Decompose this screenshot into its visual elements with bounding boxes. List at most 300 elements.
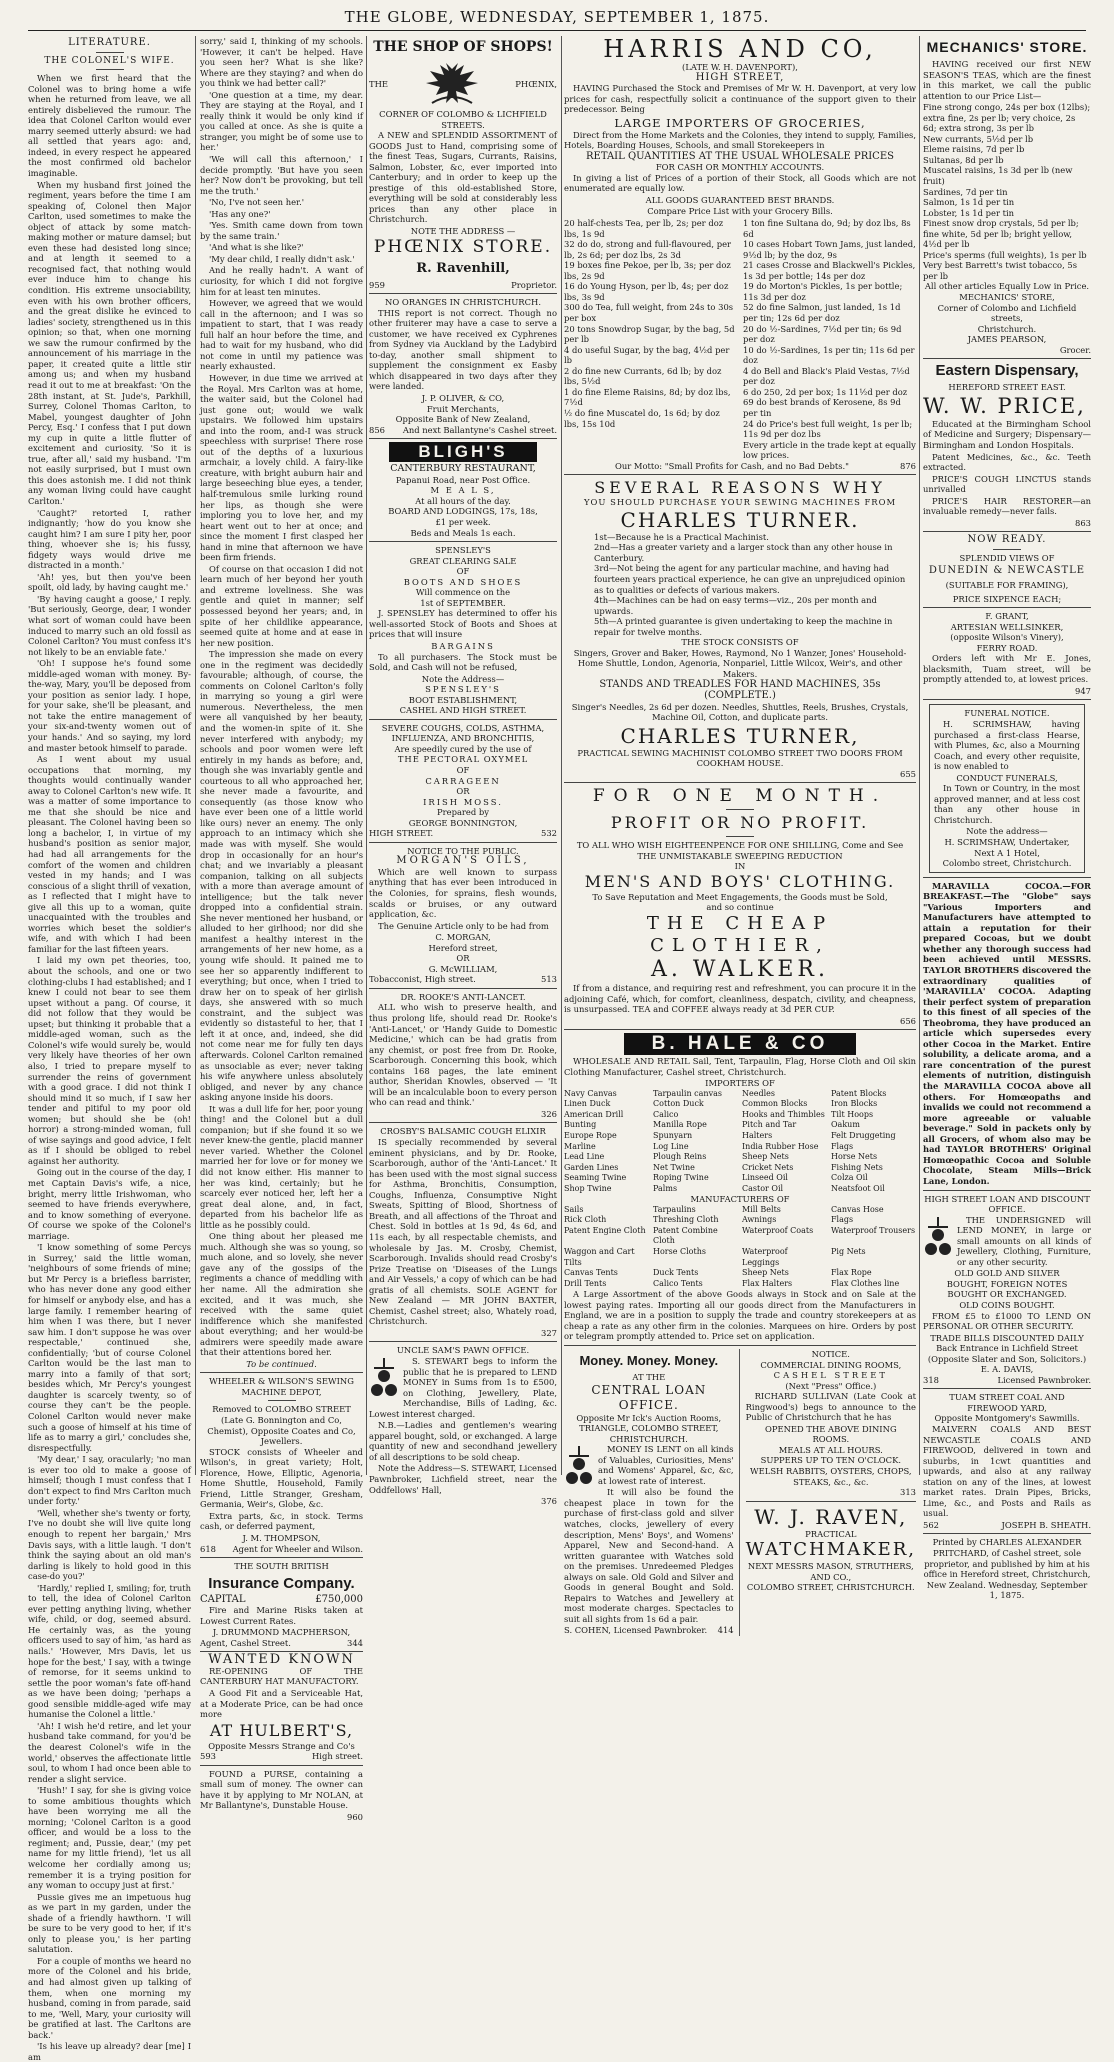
ad-dining-rooms xyxy=(746,1349,916,1498)
list-item: Lead Line xyxy=(564,1152,605,1162)
ad-headline: CENTRAL LOAN OFFICE. xyxy=(591,1382,707,1412)
ad-line: BOOTS AND SHOES xyxy=(403,576,523,587)
story-paragraph: 'One question at a time, my dear. They are staying at the Royal, and I really think it would be only kind if you called at once. As she is quite a stranger, you might be of some use to her.' xyxy=(200,89,363,153)
ad-wheeler-wilson xyxy=(200,1376,363,1554)
list-item: Seaming Twine xyxy=(564,1173,627,1183)
ad-body: S. STEWART begs to inform the public that he is prepared to LEND MONEY in Sums from 1s to £500, on Clothing, Jewellery, Plate, Merchandise, Bills of Lading, &c. Lowest interest charged. xyxy=(369,1355,557,1419)
ad-signature: J. M. THOMPSON, xyxy=(242,1533,321,1544)
ad-body: PRICE'S HAIR RESTORER—an invaluable remedy—never fails. xyxy=(923,495,1091,517)
price-item: 16 do Young Hyson, per lb, 4s; per doz lbs, 3s 9d xyxy=(564,281,729,302)
column-rule xyxy=(919,36,920,1475)
divider xyxy=(923,877,1091,878)
ad-line: Licensed Pawnbroker. xyxy=(997,1374,1091,1385)
ad-pawn-office xyxy=(369,1345,557,1506)
list-item: Felt Druggeting xyxy=(831,1131,896,1141)
story-paragraph: 'Oh! I suppose he's found some middle-aged woman with money. By-the-way, Mary, you'll be deposed from your position as senior lady. I hope, for your sake, she'll be pleasant, and not take the entire management of your six-and-twenty women out of your hands.' And so saying, my lord and master betook himself to parade. xyxy=(28,658,191,753)
ad-body: Direct from the Home Markets and the Colonies, they intend to supply, Families, Hotels, Boarding Houses, Schools, and small Storekeepers in xyxy=(564,129,916,151)
divider xyxy=(200,1765,363,1766)
price-item: 300 do Tea, full weight, from 24s to 30s per box xyxy=(564,302,734,324)
ad-body: Which are well known to surpass anything that has ever been introduced in the Colonies, for sprains, flesh wounds, scalds or bruises, or any outward application, &c. xyxy=(369,866,557,920)
reason-item: 5th—A printed guarantee is given undertaking to keep the machine in repair for twelve months. xyxy=(594,616,893,637)
ad-body: WHOLESALE AND RETAIL Sail, Tent, Tarpaulin, Flag, Horse Cloth and Oil skin Clothing Manufacturer, Cashel street, Christchurch. xyxy=(564,1056,916,1077)
story-paragraph: However, in due time we arrived at the Royal. Mrs Carlton was at home, the waiter said, but the Colonel had just gone out; would we walk upstairs. We followed him upstairs and into the room, and-I was struck speechless with surprise! There rose out of the depths of a luxurious armchair, a lovely child. A fairy-like creature, with bright auburn hair and large beseeching blue eyes, a tender, half-tremulous smile lurking round her lips, as though she were imploring you to love her, and my heart went out to her at once; and since the moment I first clasped her hand in mine that afternoon we have been firm friends. xyxy=(200,372,363,563)
price-item: 32 do do, strong and full-flavoured, per lb, 2s 6d; per doz lbs, 2s 3d xyxy=(564,239,732,260)
manufacturers-list xyxy=(564,1205,916,1289)
ad-line: (Late G. Bonnington and Co, Chemist), Opposite Coates and Co, Jewellers. xyxy=(207,1415,356,1447)
price-item: Salmon, 1s 1d per tin xyxy=(923,197,1015,208)
ad-line: Christchurch. xyxy=(977,323,1037,334)
ad-line: MECHANICS' STORE, xyxy=(959,292,1055,303)
story-paragraph: One thing about her pleased me much. Although she was so young, so much alone, and so lovely, she never gave any of the gossips of the regiments a chance of meddling with her name. All the admiration she excited, and it was much, she received with the same quiet indifference which she manifested about everything; and her would-be admirers were speedily made aware that their attentions bored her. xyxy=(200,1231,363,1358)
column-literature xyxy=(28,36,191,2062)
story-paragraph: Going out in the course of the day, I met Captain Davis's wife, a nice, bright, merry little Irishwoman, who seemed to have friends everywhere, and to know something of everyone. Of course we spoke of the Colonel's marriage. xyxy=(28,1167,191,1241)
story-paragraph: However, we agreed that we would call in the afternoon; and I was so impatient to start, that I was ready full half an hour before the time, and had to wait for my husband, who did not come in until my patience was nearly exhausted. xyxy=(200,298,363,372)
ad-walker xyxy=(564,786,916,1026)
ad-line: BOARD AND LODGINGS, 17s, 18s, xyxy=(388,506,538,517)
ad-signature: S. COHEN, Licensed Pawnbroker. xyxy=(564,1625,708,1636)
price-item: New currants, 5½d per lb xyxy=(923,133,1034,144)
ad-signature: G. McWILLIAM, xyxy=(428,963,498,974)
list-item: Colza Oil xyxy=(831,1173,868,1183)
column-ads-wide xyxy=(564,35,916,1636)
ad-line: Opposite Mr Ick's Auction Rooms, xyxy=(576,1412,722,1423)
list-item: Mill Belts xyxy=(742,1204,781,1214)
story-paragraph: 'I know something of some Percys in Surrey,' said the little woman, 'neighbours of some friends of mine; but Mr Percy is a briefless barrister, who has never done any good either for himself or anybody else, and has a large family. I remember hearing of him when I was there, but I never saw him. I don't suppose he was over respectable,' continued she, confidentially; 'but of course Colonel Carlton would be the last man to marry into a family of that sort; besides which, Mr Percy's youngest daughter is scarcely twenty, so of course they can't be the people. Colonel Carlton would never make such a goose of himself at his time of life as to marry a girl,' concludes she, disrespectfully. xyxy=(28,1242,191,1453)
list-item: Pitch and Tar xyxy=(742,1120,797,1130)
ad-number: 326 xyxy=(541,1108,557,1119)
ad-line: Opposite Bank of New Zealand, xyxy=(395,414,531,425)
ad-oxymel xyxy=(369,723,557,839)
ad-body: RICHARD SULLIVAN (Late Cook at Ringwood's) begs to announce to the Public of Christchurch that he has xyxy=(745,1391,916,1423)
ad-line: At all hours of the day. xyxy=(415,495,511,506)
list-item: Drill Tents xyxy=(564,1278,607,1288)
ad-body: IS specially recommended by several eminent physicians, and by Dr. Rooke, Scarborough, author of the 'Anti-Lancet.' It has been used with the most signal success for Asthma, Bronchitis, Consumption, Coughs, Influenza, Consumptive Night Sweats, Spitting of Blood, Shortness of Breath, and all affections of the Throat and Chest. Sold in bottles at 1s 9d, 4s 6d, and 11s each, by all respectable chemists, and wholesale by Jas. M. Crosby, Chemist, Scarborough. Invalids should read Crosby's Prize Treatise on 'Diseases of the Lungs and Air Vessels,' a copy of which can be had gratis of all chemists. SOLE AGENT for New Zealand — MR JOHN BAXTER, Chemist, Cashel street; also, Whately road, Christchurch. xyxy=(369,1137,557,1327)
list-item: American Drill xyxy=(564,1109,624,1119)
ad-line: CARRAGEEN xyxy=(425,775,501,786)
list-item: Pig Nets xyxy=(831,1247,866,1257)
ad-line: Grocer. xyxy=(1059,344,1091,355)
list-item: Flax Rope xyxy=(831,1268,872,1278)
ad-headline: A. WALKER. xyxy=(651,957,829,982)
list-item: Common Blocks xyxy=(742,1099,808,1109)
ad-line: Next A 1 Hotel, xyxy=(974,847,1040,858)
ad-signature: C. MORGAN, xyxy=(435,932,491,943)
list-item: Flax Clothes line xyxy=(831,1278,900,1288)
list-item: Fishing Nets xyxy=(831,1162,883,1172)
reason-item: 4th—Machines can be had on easy terms—viz., 20s per month and upwards. xyxy=(594,595,877,616)
ad-line: Note the address— xyxy=(966,826,1048,837)
ad-body: HAVING received our first NEW SEASON'S TEAS, which are the finest in this market, we call the public attention to our Price List— xyxy=(923,59,1091,101)
list-item: Europe Rope xyxy=(564,1131,617,1141)
ad-line: BOOT ESTABLISHMENT, xyxy=(408,694,518,705)
ad-body: Patent Medicines, &c., &c. Teeth extracted. xyxy=(923,451,1091,473)
ad-line: SPENSLEY'S xyxy=(435,545,491,556)
ad-central-loan xyxy=(564,1349,740,1636)
ad-headline: DUNEDIN & NEWCASTLE xyxy=(928,565,1086,577)
list-item: Needles xyxy=(742,1088,775,1098)
price-item: Fine strong congo, 24s per box (12lbs); extra fine, 2s per lb; very choice, 2s 6d; extra strong, 3s per lb xyxy=(923,102,1091,134)
story-paragraph: 'Caught?' retorted I, rather indignantly; 'how do you know she caught him? I am sure I pity her, poor thing, whoever she is; his fussy, fidgety ways would drive me distracted in a month.' xyxy=(28,507,191,571)
story-paragraph: For a couple of months we heard no more of the Colonel and his bride, and had almost given up talking of them, when one morning my husband, coming in from parade, said to me, 'Well, Mary, your curiosity will be gratified at last. The Carltons are back.' xyxy=(28,1955,191,2040)
ad-body: N.B.—Ladies and gentlemen's wearing apparel bought, sold, or exchanged. A large quantity of new and secondhand jewellery of all descriptions to be sold cheap. xyxy=(369,1420,557,1462)
divider xyxy=(923,531,1091,532)
price-item: 19 do Morton's Pickles, 1s per bottle; 11s 3d per doz xyxy=(743,281,903,302)
list-item: Waterproof Trousers xyxy=(831,1225,916,1235)
ad-title: Insurance Company. xyxy=(208,1574,355,1592)
list-item: Garden Lines xyxy=(564,1162,619,1172)
price-item: Very best Barrett's twist tobacco, 5s per lb xyxy=(923,260,1078,281)
ad-eastern-dispensary xyxy=(923,362,1091,528)
phoenix-emblem-icon xyxy=(422,61,482,107)
ad-line: CASHEL AND HIGH STREET. xyxy=(399,705,527,716)
ad-line: Proprietor. xyxy=(511,279,557,290)
story-paragraph: 'By having caught a goose,' I reply. 'But seriously, George, dear, I wonder what sort of woman could have been induced to marry such an old fossil as Colonel Carlton? You must confess it's not likely to be an enviable fate.' xyxy=(28,593,191,657)
ad-body: In Town or Country, in the most approved manner, and at less cost than any other house in Christchurch. xyxy=(934,783,1080,825)
list-item: Plough Reins xyxy=(653,1152,707,1162)
price-item: Eleme raisins, 7d per lb xyxy=(923,144,1025,155)
ad-line: Colombo street, Christchurch. xyxy=(942,858,1072,869)
ad-line: BOUGHT, FOREIGN NOTES xyxy=(946,1278,1068,1289)
list-item: Log Line xyxy=(653,1141,689,1151)
ad-number: 959 xyxy=(369,279,385,290)
ad-line: £1 per week. xyxy=(435,516,491,527)
price-item: Sardines, 7d per tin xyxy=(923,186,1008,197)
ad-title: BLIGH'S xyxy=(389,442,537,462)
ad-line: AT THE xyxy=(632,1371,666,1382)
ad-title: Money. Money. Money. xyxy=(579,1352,719,1368)
ad-line: COMMERCIAL DINING ROOMS, xyxy=(760,1359,902,1370)
ad-number: 960 xyxy=(347,1811,363,1822)
divider xyxy=(746,1501,916,1502)
price-item: 19 boxes fine Pekoe, per lb, 3s; per doz lbs, 2s 9d xyxy=(564,260,731,281)
story-title: THE COLONEL'S WIFE. xyxy=(44,55,175,66)
divider xyxy=(564,474,916,475)
ad-morgans-oils xyxy=(369,846,557,985)
ad-line: and so continue xyxy=(706,902,774,913)
ad-body: To all purchasers. The Stock must be Sold, and Cash will not be refused, xyxy=(369,651,557,673)
ad-line: (SUITABLE FOR FRAMING), xyxy=(945,579,1069,590)
ad-title: NOTICE TO THE PUBLIC. xyxy=(407,845,519,856)
ad-line: CHRISTCHURCH. xyxy=(609,1433,688,1444)
ad-line: Fruit Merchants, xyxy=(426,403,500,414)
ad-body: In giving a list of Prices of a portion of their Stock, all Goods which are not enumerated are equally low. xyxy=(564,172,916,194)
ad-body: The Genuine Article only to be had from xyxy=(378,920,549,931)
ad-title: HARRIS AND CO, xyxy=(603,35,877,63)
ad-line: 1st of SEPTEMBER. xyxy=(420,597,506,608)
ad-line: TRIANGLE, COLOMBO STREET, xyxy=(579,1423,719,1434)
ad-line: M E A L S, xyxy=(430,485,496,496)
ad-line: IMPORTERS OF xyxy=(705,1078,775,1089)
list-item: Cricket Nets xyxy=(742,1162,794,1172)
price-item: Sultanas, 8d per lb xyxy=(923,154,1004,165)
section-heading: LITERATURE. xyxy=(68,37,151,48)
divider xyxy=(564,1345,916,1346)
list-item: Sheep Nets xyxy=(742,1152,789,1162)
list-item: Manilla Rope xyxy=(653,1120,707,1130)
price-item: 4 do useful Sugar, by the bag, 4½d per lb xyxy=(564,344,730,366)
ad-signature: JAMES PEARSON, xyxy=(967,334,1047,345)
price-item: 24 do Price's best full weight, 1s per lb; 11s 9d per doz lbs xyxy=(743,418,913,440)
ad-headline: THE CHEAP CLOTHIER, xyxy=(646,913,834,956)
ad-line: Back Entrance in Lichfield Street xyxy=(936,1343,1078,1354)
price-item: 1 ton fine Sultana do, 9d; by doz lbs, 8s 6d xyxy=(743,218,911,239)
ad-number: 856 xyxy=(369,424,385,435)
list-item: Bunting xyxy=(564,1120,597,1130)
ad-body: Singers, Grover and Baker, Howes, Raymond, No 1 Wanzer, Jones' Household-Home Shuttle, London, Agenoria, Nonpariel, Little Wilcox, Weir's, and other Makers. xyxy=(573,647,907,679)
price-item: 52 do fine Salmon, just landed, 1s 1d per tin; 12s 6d per doz xyxy=(743,302,901,324)
list-item: Canvas Hose xyxy=(831,1204,884,1214)
ad-line: THE STOCK CONSISTS OF xyxy=(681,637,799,648)
ad-line: High street. xyxy=(311,1751,363,1762)
ad-number: 513 xyxy=(541,974,557,985)
column-rule xyxy=(561,36,562,1475)
list-item: Iron Blocks xyxy=(831,1099,878,1109)
ad-body: A Good Fit and a Serviceable Hat, at a Moderate Price, can be had once more xyxy=(200,1688,363,1720)
list-item: Horse Nets xyxy=(831,1152,878,1162)
ad-purse: FOUND a PURSE, containing a small sum of money. The owner can have it by applying to Mr NOLAN, at Mr Ballantyne's, Dunstable House. xyxy=(200,1768,363,1811)
ad-body: Singer's Needles, 2s 6d per dozen. Needles, Shuttles, Reels, Brushes, Crystals, Machine Oil, Cotton, and duplicate parts. xyxy=(571,701,909,723)
list-item: Waggon and Cart Tilts xyxy=(564,1247,635,1267)
list-item: Navy Canvas xyxy=(564,1088,617,1098)
ad-number: 562 xyxy=(923,1519,939,1530)
list-item: Horse Cloths xyxy=(653,1247,706,1257)
ad-number: 532 xyxy=(541,828,557,839)
ad-body: Note the Address—S. STEWART, Licensed Pawnbroker, Lichfield street, near the Oddfellows' Hall, xyxy=(369,1463,557,1495)
ad-line: Note the Address— xyxy=(421,673,505,684)
ad-title: THE SHOP OF SHOPS! xyxy=(373,39,553,55)
ad-harris xyxy=(564,36,916,471)
price-item: 6 do 250, 2d per box; 1s 11½d per doz xyxy=(743,386,908,397)
ad-body: A NEW and SPLENDID ASSORTMENT of GOODS Just to Hand, comprising some of the finest Teas, Sugars, Currants, Raisins, Salmon, Lobster, &c, ever imported into Canterbury; and in order to keep up the prestige of this old-established Store, everything will be sold at considerably less prices than any other place in Christchurch. xyxy=(369,130,557,225)
divider xyxy=(923,1533,1091,1534)
ad-line: SPLENDID VIEWS OF xyxy=(959,552,1055,563)
divider xyxy=(369,438,557,439)
ad-number: 863 xyxy=(1075,517,1091,528)
story-paragraph: It was a dull life for her, poor young thing! and the Colonel but a dull companion; but if she found it so we never knew-the gentle, placid manner never varied. Whether the Colonel married her for love or for money we did not know either. His manner to her was kind, certainly; but he scarcely ever noticed her, left her a great deal alone, and, in fact, departed from his bachelor life as little as he possibly could. xyxy=(200,1103,363,1230)
story-paragraph: 'Well, whether she's twenty or forty, I've no doubt she will live quite long enough to repent her bargain,' Mrs Davis says, with a little laugh. 'I don't think the saying about an old man's darling is likely to hold good in this case-do you?' xyxy=(28,1507,191,1582)
ad-headline: CHARLES TURNER, xyxy=(620,723,860,748)
list-item: Flags xyxy=(831,1215,854,1225)
divider xyxy=(200,1557,363,1558)
ad-line: SPENSLEY'S xyxy=(425,684,501,695)
ad-line: Are speedily cured by the use of xyxy=(394,743,532,754)
list-item: Tarpaulin canvas xyxy=(653,1088,722,1098)
ad-coal-yard xyxy=(923,1392,1091,1530)
ad-title: CROSBY'S BALSAMIC COUGH ELIXIR xyxy=(380,1126,546,1137)
ad-line: OLD COINS BOUGHT. xyxy=(959,1299,1055,1310)
list-item: Linen Duck xyxy=(564,1099,611,1109)
pawnbroker-balls-icon xyxy=(923,1217,953,1261)
ad-title: NOTICE. xyxy=(811,1348,850,1359)
ad-body: J. SPENSLEY has determined to offer his well-assorted Stock of Boots and Shoes at prices that will insure xyxy=(369,608,557,640)
ad-spensley xyxy=(369,545,557,716)
ad-title: W. J. RAVEN, xyxy=(754,1504,908,1529)
list-item: Palms xyxy=(653,1183,678,1193)
divider xyxy=(564,782,916,783)
ad-line: PRACTICAL xyxy=(805,1528,857,1539)
ad-number: 344 xyxy=(347,1637,363,1648)
ad-number: 656 xyxy=(900,1015,916,1026)
list-item: Cotton Duck xyxy=(653,1099,704,1109)
ad-line: YOU SHOULD PURCHASE YOUR SEWING MACHINES FROM xyxy=(583,497,897,508)
list-item: Flax Halters xyxy=(742,1278,793,1288)
ad-line: STANDS AND TREADLES FOR HAND MACHINES, 35s (COMPLETE.) xyxy=(599,679,881,701)
ad-line: SUPPERS UP TO TEN O'CLOCK. xyxy=(760,1455,901,1466)
ad-maravilla-cocoa: MARAVILLA COCOA.—FOR BREAKFAST.—The "Globe" says "Various Importers and Manufacturers have attempted to attain a reputation for their prepared Cocoas, but we doubt whether any thorough success had been achieved until MESSRS. TAYLOR BROTHERS discovered the extraordinary qualities of 'MARAVILLA' COCOA. Adapting their perfect system of preparation to this finest of all species of the Theobroma, they have produced an article which supersedes every other Cocoa in the Market. Entire solubility, a delicate aroma, and a rare concentration of the purest elements of nutrition, distinguish the MARAVILLA COCOA above all others. For Homœopaths and invalids we could not recommend a more agreeable or valuable beverage." Sold in packets only by all Grocers, of whom also may be had TAYLOR BROTHERS' Original Homœopathic Cocoa and Soluble Chocolate, Steam Mills—Brick Lane, London. xyxy=(923,880,1091,1186)
ad-line: CANTERBURY RESTAURANT, xyxy=(390,463,536,475)
ad-oranges xyxy=(369,297,557,435)
ad-body: MONEY IS LENT on all kinds of Valuables, Curiosities, Mens' and Womens' Apparel, &c, &c, at lowest rate of interest. xyxy=(598,1444,734,1486)
story-paragraph: When we first heard that the Colonel was to bring home a wife when he returned from leave, we all entirely disbelieved the rumour. The idea that Colonel Carlton would ever marry seemed utterly absurd: we had all settled that years ago: and, indeed, in every respect he appeared the most confirmed old bachelor imaginable. xyxy=(28,73,191,179)
story-paragraph: The impression she made on every one in the regiment was decidedly favourable; although, of course, the comments on Colonel Carlton's folly in marrying so young a girl were numerous. Nevertheless, the men were all vanquished by her beauty, and the women-in spite of it. She never interfered with anybody; my schools and poor women were left entirely in my hands as before; and, though she was invariably gentle and courteous to all who approached her, she never made a favourite, and consequently (as those know who have ever been one of a little world like ours) never an enemy. The only approach to an intimacy which she made was with myself. She would drop in occasionally for an hour's chat; and we invariably a pleasant companion, talking on all subjects with a more than average amount of intelligence; but the talk never dropped into a confidential strain. She never mentioned her husband, or alluded to her girlhood; nor did she manifest a healthy interest in the arrangements of her new home, as a young wife should. It pained me to see her so apparently indifferent to everything; but once, when I tried to draw her on to speak of her girlish days, she answered with so much constraint, and the subject was evidently so distasteful to her, that I left it at once, and, indeed, she did not come near me for fully ten days afterwards. Colonel Carlton remained as unsociable as ever; never taking his wife anywhere unless absolutely obliged, and never by any chance asking anyone inside his doors. xyxy=(200,649,363,1103)
ad-body: ALL who wish to preserve health, and thus prolong life, should read Dr. Rooke's 'Anti-Lancet,' or 'Handy Guide to Domestic Medicine,' which can be had gratis from any chemist, or post free from Dr. Rooke, Scarborough. Concerning this book, which contains 168 pages, the late eminent author, Sheridan Knowles, observed — 'It will be an incalculable boon to every person who can read and think.' xyxy=(369,1002,557,1108)
ad-line: RETAIL QUANTITIES AT THE USUAL WHOLESALE PRICES xyxy=(586,150,894,162)
ad-title: MECHANICS' STORE. xyxy=(926,39,1088,55)
ad-signature: E. A. DAVIS, xyxy=(980,1364,1034,1375)
story-paragraph: Of course on that occasion I did not learn much of her beyond her youth and extreme loveliness. She was gentle and quiet in manner; self possessed beyond her years; and, in spite of her childlike appearance, seemed quite at home and at ease in her new position. xyxy=(200,563,363,648)
list-item: Marline xyxy=(564,1141,596,1151)
ad-headline: CHARLES TURNER. xyxy=(620,507,860,532)
ad-number: 318 xyxy=(923,1374,939,1385)
column-ads-b xyxy=(923,36,1091,1601)
price-item: 1 do fine Eleme Raisins, 8d; by doz lbs, 7½d xyxy=(564,386,731,408)
ad-body: THIS report is not correct. Though no other fruiterer may have a case to serve a customer, we have received ex Cyphrenes from Sydney via Auckland by the Ladybird to-day, another small shipment to supplement the consignment ex Easby which disappeared in two days after they were landed. xyxy=(369,307,557,392)
divider xyxy=(726,809,754,810)
ad-signature: J. DRUMMOND MACPHERSON, xyxy=(212,1627,351,1638)
divider xyxy=(369,842,557,843)
ad-line: IRISH MOSS. xyxy=(423,796,503,807)
ad-title: WHEELER & WILSON'S SEWING MACHINE DEPOT, xyxy=(209,1376,354,1397)
ad-line: TO ALL WHO WISH EIGHTEENPENCE FOR ONE SHILLING, Come and See xyxy=(576,840,904,851)
importers-list xyxy=(564,1089,916,1194)
ad-line: ARTESIAN WELLSINKER, xyxy=(950,621,1064,632)
masthead-rule xyxy=(28,30,1086,31)
price-item: 69 do best brands of Kerosene, 8s 9d per tin xyxy=(743,397,901,418)
divider xyxy=(369,541,557,542)
ad-headline: AT HULBERT'S, xyxy=(209,1720,354,1740)
ad-title: NO ORANGES IN CHRISTCHURCH. xyxy=(384,297,541,308)
ad-body: Orders left with Mr E. Jones, blacksmith, Tuam street, will be promptly attended to, at lowest prices. xyxy=(923,653,1091,685)
ad-grant xyxy=(923,611,1091,696)
ad-headline: MEN'S AND BOYS' CLOTHING. xyxy=(584,871,896,891)
ad-headline: W. W. PRICE, xyxy=(923,393,1086,418)
ad-line: Compare Price List with your Grocery Bills. xyxy=(647,205,833,216)
ad-line: WELSH RABBITS, OYSTERS, CHOPS, xyxy=(750,1465,912,1476)
ad-title: B. HALE & CO xyxy=(624,1033,856,1055)
story-paragraph: 'We will call this afternoon,' I decide promptly. 'But have you seen her? Now don't be provoking, but tell me the truth.' xyxy=(200,154,363,196)
ad-crosby xyxy=(369,1126,557,1338)
story-paragraph: sorry,' said I, thinking of my schools. 'However, it can't be helped. Have you seen her? What is she like? Where are they staying? and when do you think we had better call?' xyxy=(200,36,363,89)
ad-body: H. SCRIMSHAW, having purchased a first-class Hearse, with Plumes, &c, also a Mourning Coach, and every other requisite, is now enabled to xyxy=(934,718,1080,772)
ad-line: THE PECTORAL OXYMEL xyxy=(397,754,529,765)
to-be-continued: To be continued. xyxy=(246,1358,317,1369)
story-paragraph: 'Hush!' I say, for she is giving voice to some ambitious thoughts which have been worrying me all the morning; 'Colonel Carlton is a good officer, and would be a loss to the regiment; and, Pussie, dear,' (my pet name for my little friend), 'let us all welcome her cordially among us; remember it is a trying position for any woman to occupy just at first.' xyxy=(28,1785,191,1891)
ad-line: Opposite Messrs Strange and Co's xyxy=(208,1740,355,1751)
ad-body: Extra parts, &c, in stock. Terms cash, or deferred payment, xyxy=(200,1510,363,1532)
ad-line: (Next "Press" Office.) xyxy=(785,1380,877,1391)
price-item: Price's sperms (full weights), 1s per lb xyxy=(923,249,1087,260)
divider xyxy=(923,699,1091,700)
ad-headline: WATCHMAKER, xyxy=(745,1539,916,1561)
price-list-right xyxy=(743,218,916,461)
ad-line: Hereford street, xyxy=(428,942,498,953)
divider xyxy=(268,1400,296,1401)
ad-title: HIGH STREET LOAN AND DISCOUNT OFFICE. xyxy=(924,1193,1090,1215)
story-paragraph: 'Ah! yes, but then you've been spoilt, old lady, by having caught me.' xyxy=(28,571,191,593)
ad-line: MEALS AT ALL HOURS. xyxy=(778,1444,883,1455)
ad-line: SEVERE COUGHS, COLDS, ASTHMA, xyxy=(381,722,545,733)
ad-line: FERRY ROAD. xyxy=(976,642,1038,653)
ad-line: PRACTICAL SEWING MACHINIST COLOMBO STREET TWO DOORS FROM COOKHAM HOUSE. xyxy=(577,747,903,769)
ad-funeral xyxy=(929,704,1085,872)
ad-number: 376 xyxy=(541,1496,557,1507)
list-item: Oakum xyxy=(831,1120,860,1130)
ad-loan-office xyxy=(923,1194,1091,1386)
ad-rooke xyxy=(369,992,557,1120)
story-paragraph: And he really hadn't. A want of curiosity, for which I did not forgive him for at least ten minutes. xyxy=(200,265,363,297)
ad-body: Fire and Marine Risks taken at Lowest Current Rates. xyxy=(200,1605,363,1626)
ad-body: HAVING Purchased the Stock and Premises of Mr W. H. Davenport, at very low prices for cash, respectfully solicit a continuance of the support given to their predecessor. Being xyxy=(564,83,916,115)
ad-line: OF xyxy=(456,764,470,775)
price-item: Finest snow drop crystals, 5d per lb; fine white, 5d per lb; bright yellow, 4½d per lb xyxy=(923,218,1079,250)
divider xyxy=(369,1122,557,1123)
list-item: Sheep Nets xyxy=(742,1268,789,1278)
ad-line: Opposite Montgomery's Sawmills. xyxy=(934,1413,1080,1424)
ad-line: OLD GOLD AND SILVER xyxy=(954,1268,1060,1279)
divider xyxy=(564,1029,916,1030)
divider xyxy=(726,836,754,837)
price-list-left xyxy=(564,218,737,461)
ad-body: MALVERN COALS AND BEST NEWCASTLE COALS AND FIREWOOD, delivered in town and suburbs, in 1cwt quantities and upwards, and also at any railway station on any of the lines, at lowest market rates. Drain Pipes, Bricks, Lime, &c., and Posts and Rails as usual. xyxy=(923,1423,1091,1519)
story-paragraph: 'My dear child, I really didn't ask.' xyxy=(209,253,355,264)
price-item: Muscatel raisins, 1s 3d per lb (new fruit) xyxy=(923,165,1073,187)
ad-line: (Opposite Slater and Son, Solicitors.) xyxy=(927,1353,1087,1364)
list-item: Spunyarn xyxy=(653,1131,693,1141)
divider xyxy=(96,52,124,53)
ad-line: AND CO., xyxy=(810,1571,852,1582)
ad-headline: PHŒNIX STORE. xyxy=(373,236,553,257)
column-rule xyxy=(366,36,367,1475)
ad-line: Beds and Meals 1s each. xyxy=(410,527,516,538)
column-rule xyxy=(195,36,196,1475)
ad-line: CORNER OF COLOMBO & LICHFIELD STREETS. xyxy=(379,109,547,130)
list-item: Canvas Tents xyxy=(564,1268,618,1278)
list-item: Roping Twine xyxy=(653,1173,709,1183)
list-item: Sails xyxy=(564,1204,584,1214)
capital-value: £750,000 xyxy=(315,1593,363,1605)
ad-column-right xyxy=(746,1349,916,1636)
ad-line: OF xyxy=(456,566,470,577)
price-item: ½ do fine Muscatel do, 1s 6d; by doz lbs, 15s 10d xyxy=(564,407,720,429)
list-item: Patent Blocks xyxy=(831,1088,887,1098)
ad-headline: PROFIT OR NO PROFIT. xyxy=(610,813,870,833)
ad-title: SEVERAL REASONS WHY xyxy=(594,478,886,498)
divider xyxy=(369,293,557,294)
reason-item: 1st—Because he is a Practical Machinist. xyxy=(594,531,769,542)
list-item: Halters xyxy=(742,1131,773,1141)
ad-body: Educated at the Birmingham School of Medicine and Surgery; Dispensary—Birmingham and London Hospitals. xyxy=(923,418,1091,450)
ad-line: INFLUENZA, AND BRONCHITIS, xyxy=(391,733,535,744)
ad-line: Agent for Wheeler and Wilson. xyxy=(232,1543,363,1554)
ad-title: DR. ROOKE'S ANTI-LANCET. xyxy=(400,991,526,1002)
ad-line: NOTE THE ADDRESS — xyxy=(410,226,516,237)
ad-body: FROM £5 to £1000 TO LEND ON PERSONAL OR OTHER SECURITY. xyxy=(923,1310,1091,1332)
ad-phoenix-store xyxy=(369,39,557,290)
ad-line: IN xyxy=(734,861,746,872)
ad-line: OR xyxy=(456,953,470,964)
ad-line: BOUGHT OR EXCHANGED. xyxy=(947,1289,1067,1300)
story-paragraph: 'Is his leave up already? dear [me] I am xyxy=(28,2041,191,2062)
